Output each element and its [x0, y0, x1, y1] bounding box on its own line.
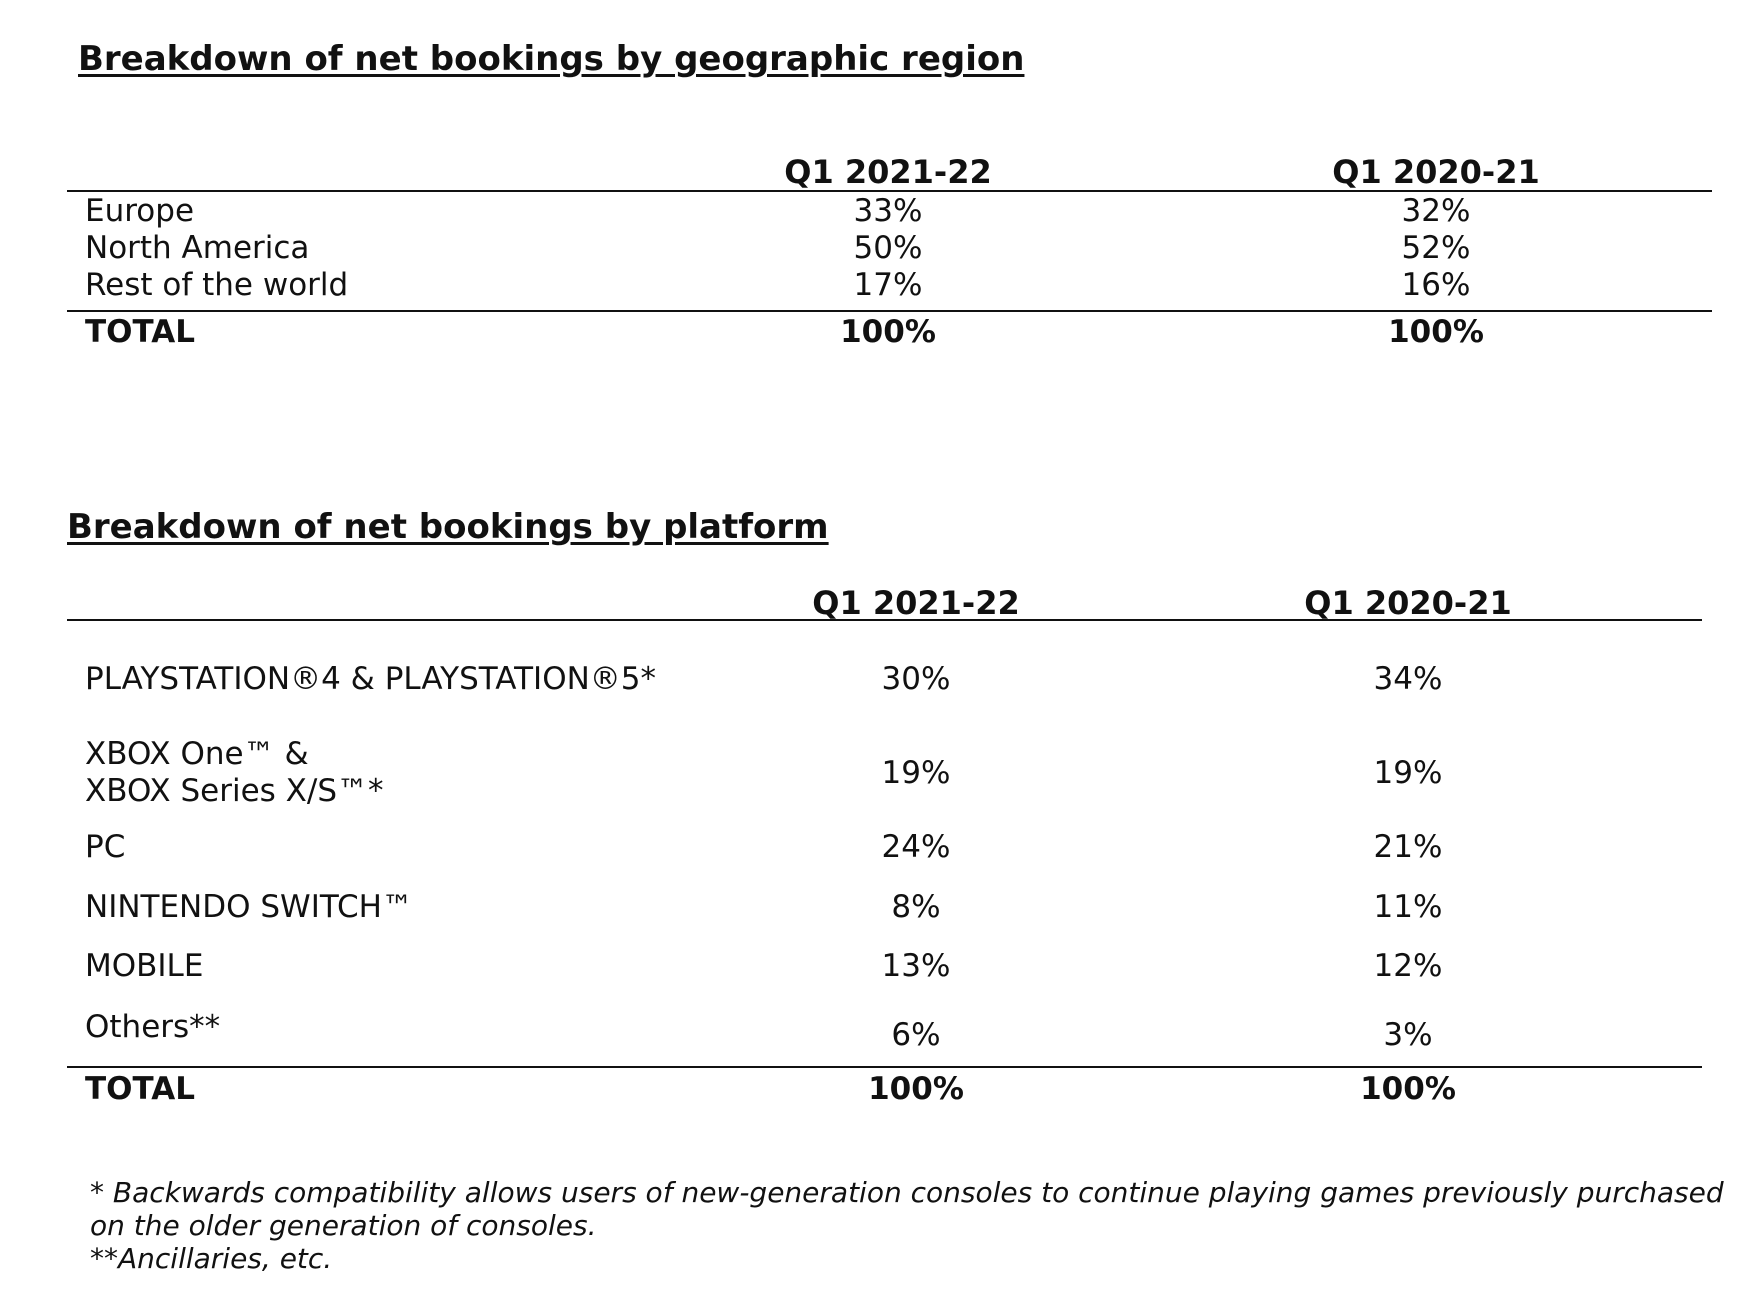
platform-value-xbox-2020: 19% — [1373, 755, 1443, 791]
platform-value-nintendo-switch-2020: 11% — [1373, 889, 1443, 925]
footnote-line-3: **Ancillaries, etc. — [90, 1242, 333, 1275]
region-col-header-q1-2020-21: Q1 2020-21 — [1332, 153, 1540, 191]
platform-value-xbox-2021: 19% — [881, 755, 951, 791]
platform-col-header-q1-2020-21: Q1 2020-21 — [1304, 584, 1512, 622]
platform-value-playstation-2020: 34% — [1373, 661, 1443, 697]
region-row-label-rest-of-world: Rest of the world — [85, 267, 349, 303]
platform-total-rule — [67, 1066, 1702, 1068]
platform-value-mobile-2020: 12% — [1373, 948, 1443, 984]
platform-value-nintendo-switch-2021: 8% — [891, 889, 941, 925]
footnote-backwards-compatibility — [90, 1176, 1724, 1275]
region-total-2020: 100% — [1388, 314, 1484, 350]
platform-header-rule — [67, 619, 1702, 621]
platform-row-label-nintendo-switch: NINTENDO SWITCH™ — [85, 889, 413, 925]
platform-value-others-2021: 6% — [891, 1017, 941, 1053]
platform-value-others-2020: 3% — [1383, 1017, 1433, 1053]
region-row-label-north-america: North America — [85, 230, 310, 266]
region-table-title: Breakdown of net bookings by geographic region — [78, 39, 1025, 79]
footnote-line-2: on the older generation of consoles. — [90, 1209, 597, 1242]
region-header-rule — [67, 190, 1712, 192]
region-value-rest-of-world-2020: 16% — [1401, 267, 1471, 303]
platform-value-pc-2021: 24% — [881, 829, 951, 865]
region-col-header-q1-2021-22: Q1 2021-22 — [784, 153, 992, 191]
platform-table-title: Breakdown of net bookings by platform — [67, 507, 829, 547]
region-value-north-america-2021: 50% — [853, 230, 923, 266]
platform-row-label-xbox: XBOX One™ & XBOX Series X/S™* — [85, 736, 384, 809]
region-value-rest-of-world-2021: 17% — [853, 267, 923, 303]
region-total-label: TOTAL — [85, 314, 195, 350]
platform-value-mobile-2021: 13% — [881, 948, 951, 984]
platform-col-header-q1-2021-22: Q1 2021-22 — [812, 584, 1020, 622]
platform-total-2021: 100% — [868, 1071, 964, 1107]
region-row-label-europe: Europe — [85, 193, 195, 229]
platform-row-label-pc: PC — [85, 829, 126, 865]
region-value-europe-2021: 33% — [853, 193, 923, 229]
platform-row-label-others: Others** — [85, 1009, 221, 1045]
region-value-north-america-2020: 52% — [1401, 230, 1471, 266]
platform-total-2020: 100% — [1360, 1071, 1456, 1107]
footnote-line-1: * Backwards compatibility allows users of new-generation consoles to continue playing games previously purchased — [90, 1176, 1724, 1209]
platform-value-pc-2020: 21% — [1373, 829, 1443, 865]
platform-total-label: TOTAL — [85, 1071, 195, 1107]
platform-value-playstation-2021: 30% — [881, 661, 951, 697]
platform-row-label-mobile: MOBILE — [85, 948, 204, 984]
region-total-2021: 100% — [840, 314, 936, 350]
region-total-rule — [67, 310, 1712, 312]
platform-row-label-playstation: PLAYSTATION®4 & PLAYSTATION®5* — [85, 661, 657, 697]
region-value-europe-2020: 32% — [1401, 193, 1471, 229]
